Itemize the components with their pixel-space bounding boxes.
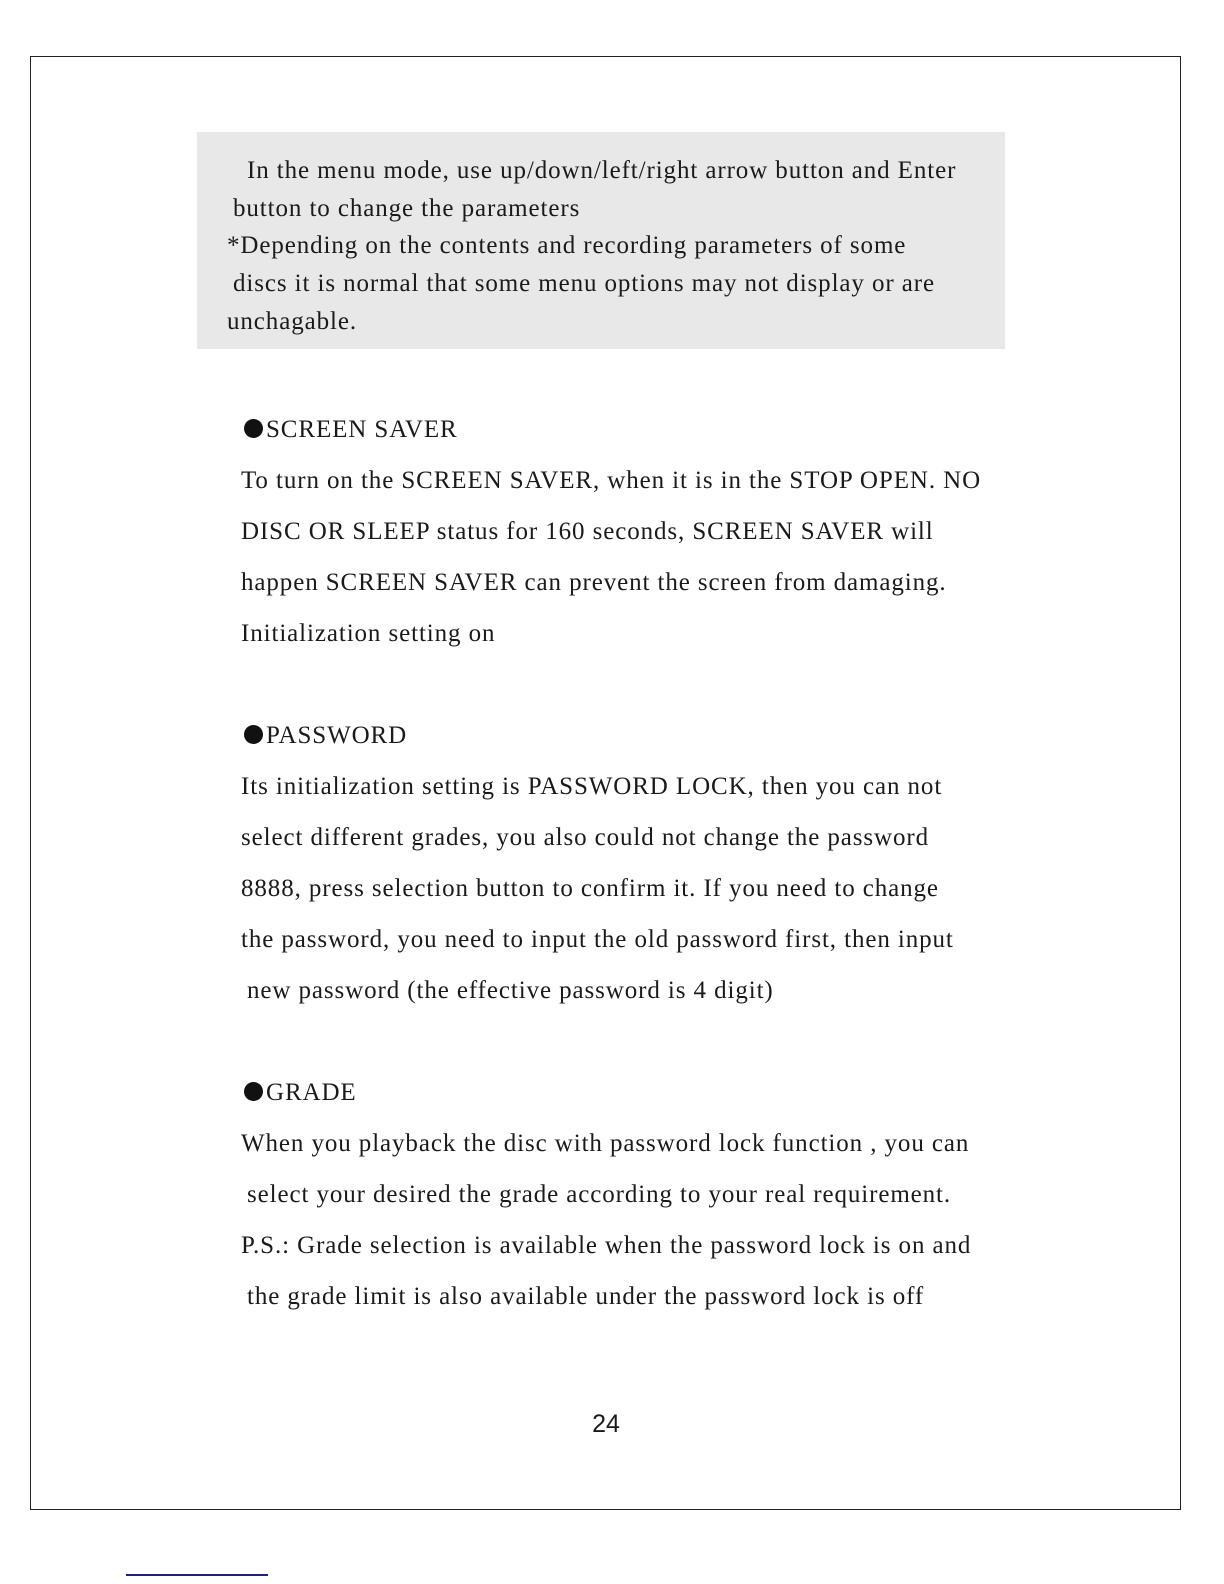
bullet-icon: [244, 1082, 263, 1101]
section-heading-grade: [244, 1079, 357, 1107]
note-line: button to change the parameters: [233, 195, 581, 222]
note-line: discs it is normal that some menu options may not display or are: [233, 270, 935, 297]
note-line: In the menu mode, use up/down/left/right arrow button and Enter: [247, 157, 957, 184]
heading-text: SCREEN SAVER: [266, 416, 458, 443]
body-line: When you playback the disc with password lock function , you can: [241, 1130, 970, 1157]
body-line: Initialization setting on: [241, 620, 496, 647]
page-number: 24: [592, 1410, 620, 1438]
body-line: happen SCREEN SAVER can prevent the screen from damaging.: [241, 569, 947, 596]
body-line: new password (the effective password is 4 digit): [247, 977, 774, 1004]
body-line: select different grades, you also could not change the password: [241, 824, 929, 851]
section-heading-screen-saver: [244, 416, 458, 444]
body-line: 8888, press selection button to confirm it. If you need to change: [241, 875, 939, 902]
heading-text: PASSWORD: [266, 722, 408, 749]
body-line: P.S.: Grade selection is available when the password lock is on and: [241, 1232, 972, 1259]
body-line: DISC OR SLEEP status for 160 seconds, SCREEN SAVER will: [241, 518, 934, 545]
body-line: To turn on the SCREEN SAVER, when it is in the STOP OPEN. NO: [241, 467, 982, 494]
heading-text: GRADE: [266, 1079, 357, 1106]
footer-rule: [126, 1574, 268, 1576]
body-line: the password, you need to input the old password first, then input: [241, 926, 954, 953]
body-line: Its initialization setting is PASSWORD LOCK, then you can not: [241, 773, 943, 800]
section-heading-password: [244, 722, 407, 750]
note-line: *Depending on the contents and recording parameters of some: [227, 232, 907, 259]
note-line: unchagable.: [227, 308, 357, 335]
bullet-icon: [244, 419, 263, 438]
body-line: select your desired the grade according to your real requirement.: [247, 1181, 952, 1208]
bullet-icon: [244, 725, 263, 744]
body-line: the grade limit is also available under the password lock is off: [247, 1283, 925, 1310]
